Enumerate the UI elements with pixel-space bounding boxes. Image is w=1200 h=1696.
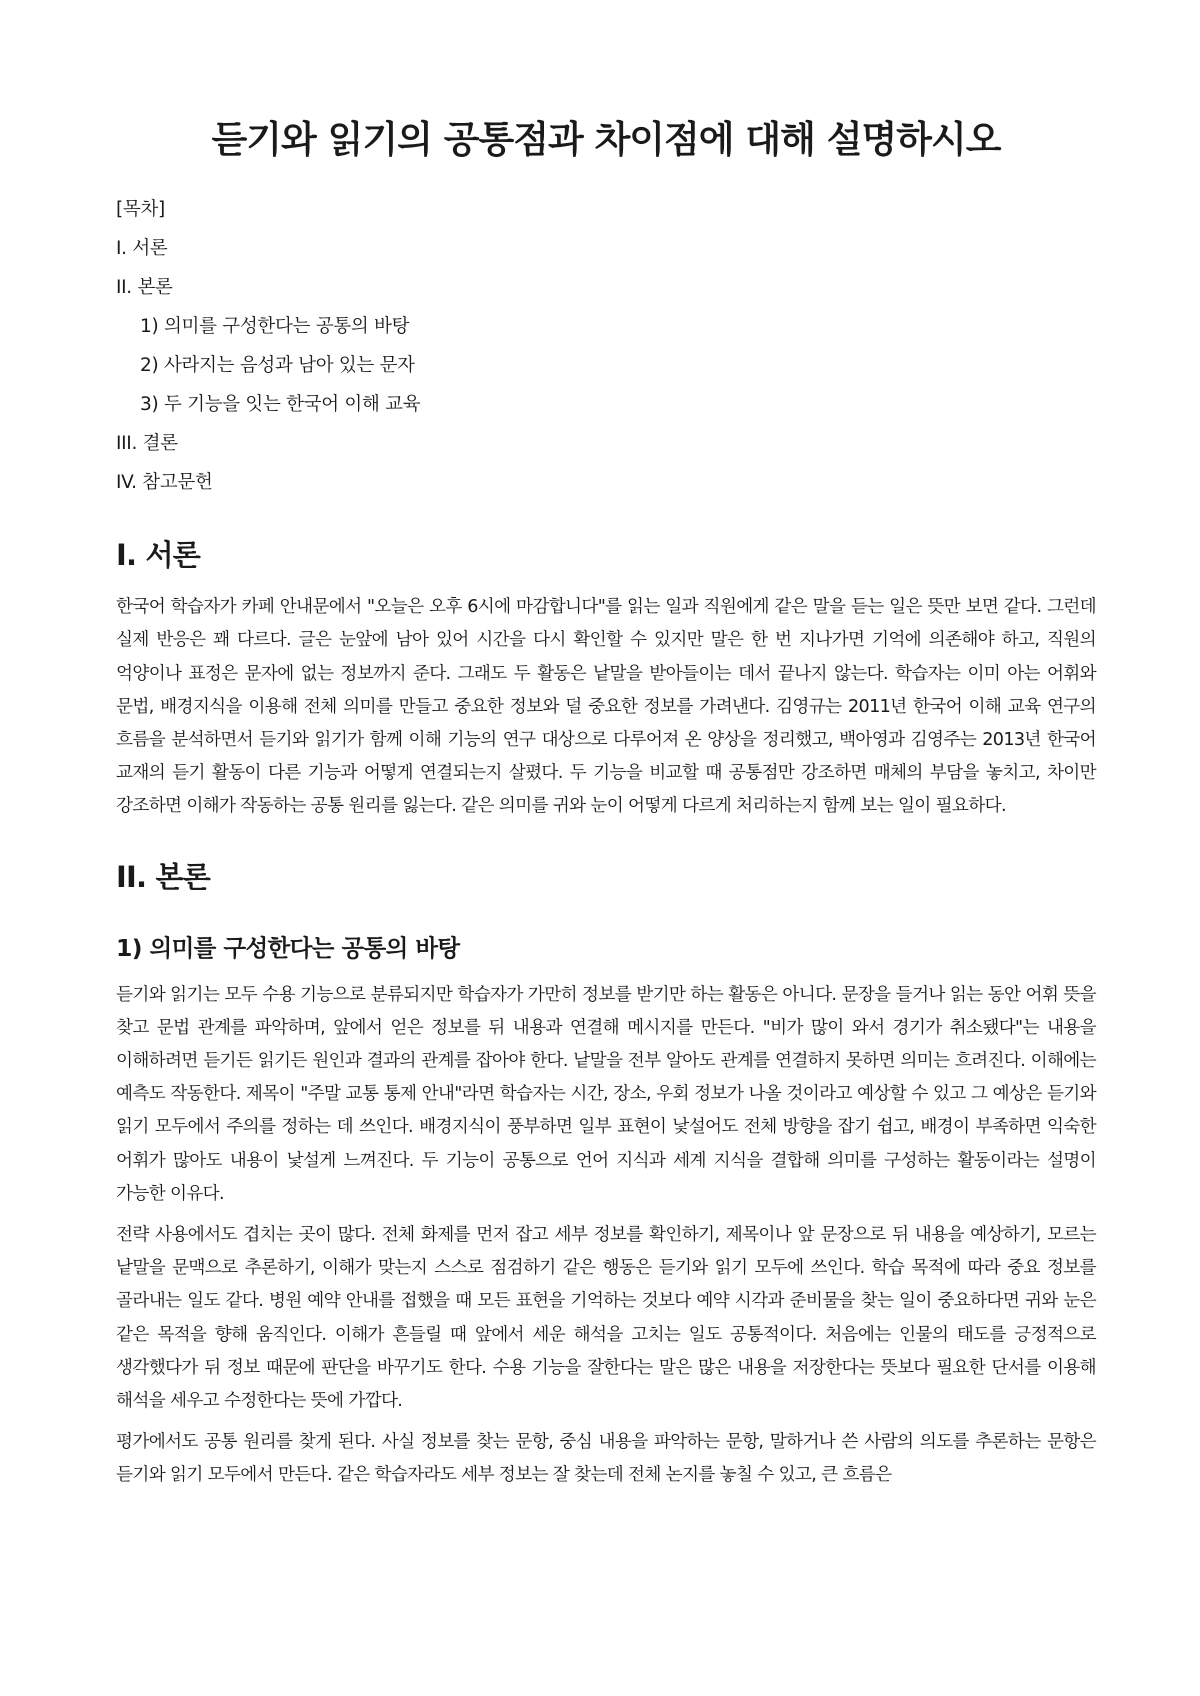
toc-label: [목차] [116, 199, 165, 221]
table-of-contents [116, 196, 1096, 508]
body-sub1-paragraph-1: 듣기와 읽기는 모두 수용 기능으로 분류되지만 학습자가 가만히 정보를 받기만 하는 활동은 아니다. 문장을 들거나 읽는 동안 어휘 뜻을 찾고 문법 관계를 파악하며, 앞에서 얻은 정보를 뒤 내용과 연결해 메시지를 만든다. "비가 많이 와서 경기가 취소됐다"는 내용을 이해하려면 듣기든 읽기든 원인과 결과의 관계를 잡아야 한다. 낱말을 전부 알아도 관계를 연결하지 못하면 의미는 흐려진다. 이해에는 예측도 작동한다. 제목이 "주말 교통 통제 안내"라면 학습자는 시간, 장소, 우회 정보가 나올 것이라고 예상할 수 있고 그 예상은 듣기와 읽기 모두에서 주의를 정하는 데 쓰인다. 배경지식이 풍부하면 일부 표현이 낯설어도 전체 방향을 잡기 쉽고, 배경이 부족하면 익숙한 어휘가 많아도 내용이 낯설게 느껴진다. 두 기능이 공통으로 언어 지식과 세계 지식을 결합해 의미를 구성하는 활동이라는 설명이 가능한 이유다. [116, 984, 1096, 1204]
body-sub1-paragraph-2: 전략 사용에서도 겹치는 곳이 많다. 전체 화제를 먼저 잡고 세부 정보를 확인하기, 제목이나 앞 문장으로 뒤 내용을 예상하기, 모르는 낱말을 문맥으로 추론하기, 이해가 맞는지 스스로 점검하기 같은 행동은 듣기와 읽기 모두에 쓰인다. 학습 목적에 따라 중요 정보를 골라내는 일도 같다. 병원 예약 안내를 접했을 때 모든 표현을 기억하는 것보다 예약 시각과 준비물을 찾는 일이 중요하다면 귀와 눈은 같은 목적을 향해 움직인다. 이해가 흔들릴 때 앞에서 세운 해석을 고치는 일도 공통적이다. 처음에는 인물의 태도를 긍정적으로 생각했다가 뒤 정보 때문에 판단을 바꾸기도 한다. 수용 기능을 잘한다는 말은 많은 내용을 저장한다는 뜻보다 필요한 단서를 이용해 해석을 세우고 수정한다는 뜻에 가깝다. [116, 1225, 1096, 1412]
body-section [116, 860, 1096, 1493]
toc-item-references: IV. 참고문헌 [116, 472, 213, 494]
intro-section [116, 538, 1096, 823]
toc-item-body: II. 본론 [116, 277, 173, 299]
toc-item-conclusion: III. 결론 [116, 433, 178, 455]
toc-item-body-sub2: 2) 사라지는 음성과 남아 있는 문자 [140, 355, 415, 377]
document-title: 듣기와 읽기의 공통점과 차이점에 대해 설명하시오 [211, 118, 1001, 161]
body-sub1-heading: 1) 의미를 구성한다는 공통의 바탕 [116, 934, 460, 963]
body-sub1-paragraph-3: 평가에서도 공통 원리를 찾게 된다. 사실 정보를 찾는 문항, 중심 내용을 파악하는 문항, 말하거나 쓴 사람의 의도를 추론하는 문항은 듣기와 읽기 모두에서 만든다. 같은 학습자라도 세부 정보는 잘 찾는데 전체 논지를 놓칠 수 있고, 큰 흐름은 [116, 1432, 1096, 1486]
intro-paragraph: 한국어 학습자가 카페 안내문에서 "오늘은 오후 6시에 마감합니다"를 읽는 일과 직원에게 같은 말을 듣는 일은 뜻만 보면 같다. 그런데 실제 반응은 꽤 다르다. 글은 눈앞에 남아 있어 시간을 다시 확인할 수 있지만 말은 한 번 지나가면 기억에 의존해야 하고, 직원의 억양이나 표정은 문자에 없는 정보까지 준다. 그래도 두 활동은 낱말을 받아들이는 데서 끝나지 않는다. 학습자는 이미 아는 어휘와 문법, 배경지식을 이용해 전체 의미를 만들고 중요한 정보와 덜 중요한 정보를 가려낸다. 김영규는 2011년 한국어 이해 교육 연구의 흐름을 분석하면서 듣기와 읽기가 함께 이해 기능의 연구 대상으로 다루어져 온 양상을 정리했고, 백아영과 김영주는 2013년 한국어 교재의 듣기 활동이 다른 기능과 어떻게 연결되는지 살폈다. 두 기능을 비교할 때 공통점만 강조하면 매체의 부담을 놓치고, 차이만 강조하면 이해가 작동하는 공통 원리를 잃는다. 같은 의미를 귀와 눈이 어떻게 다르게 처리하는지 함께 보는 일이 필요하다. [116, 597, 1096, 817]
toc-item-body-sub3: 3) 두 기능을 잇는 한국어 이해 교육 [140, 394, 421, 416]
toc-item-intro: I. 서론 [116, 238, 168, 260]
intro-heading: I. 서론 [116, 538, 200, 573]
body-heading: II. 본론 [116, 859, 210, 894]
toc-item-body-sub1: 1) 의미를 구성한다는 공통의 바탕 [140, 316, 410, 338]
